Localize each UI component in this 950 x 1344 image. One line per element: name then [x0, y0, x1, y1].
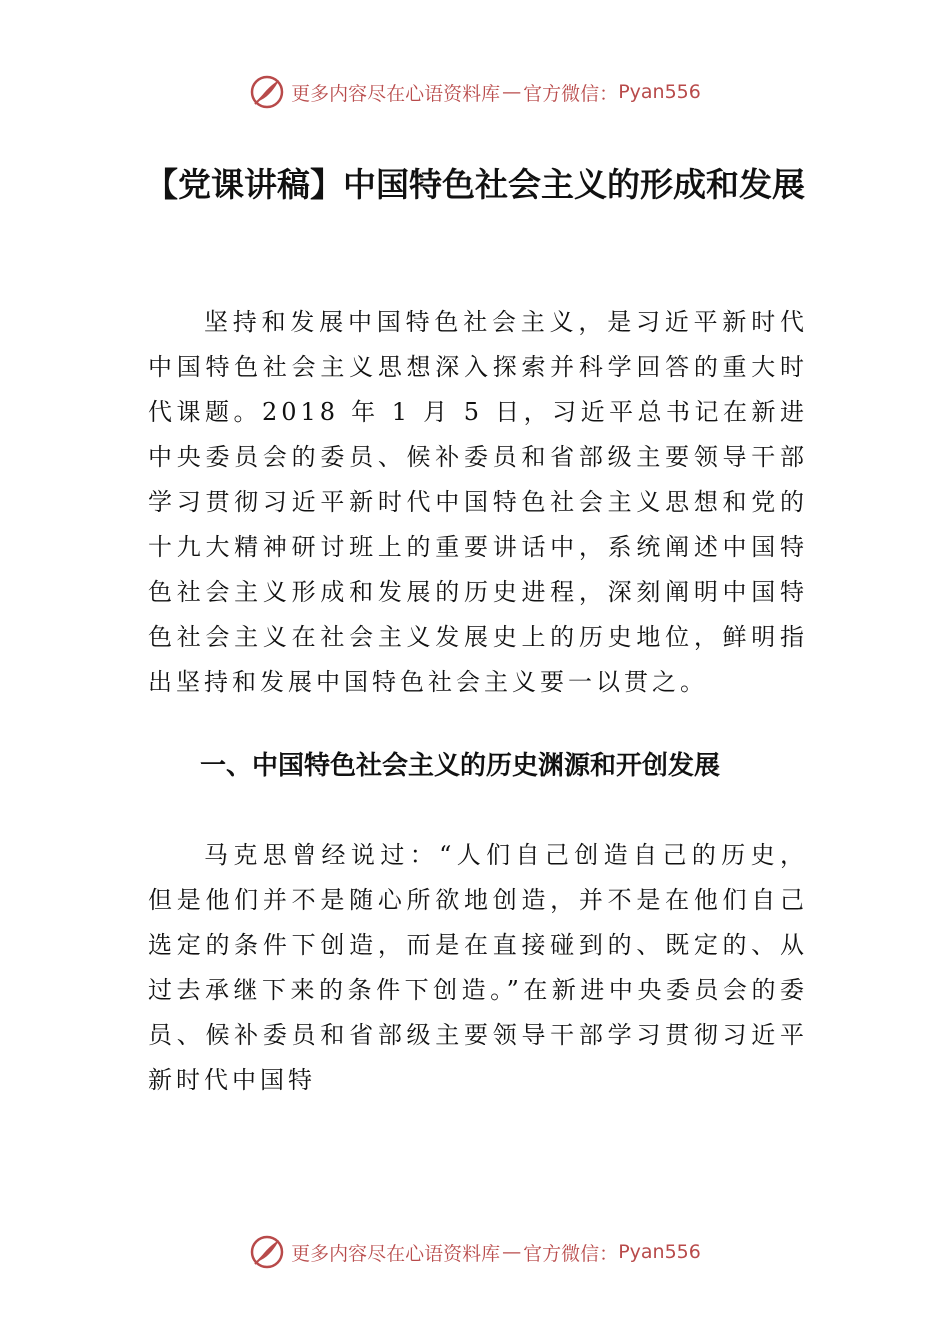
- body-paragraph-2: 马克思曾经说过：“人们自己创造自己的历史，但是他们并不是随心所欲地创造，并不是在他们自己选定的条件下创造，而是在直接碰到的、既定的、从过去承继下来的条件下创造。”在新进中央委员会的委员、候补委员和省部级主要领导干部学习贯彻习近平新时代中国特: [148, 841, 808, 1094]
- footer-wechat-label: 官方微信：: [523, 1242, 619, 1265]
- header-separator: —: [502, 81, 522, 103]
- section-heading: 一、中国特色社会主义的历史渊源和开创发展: [200, 751, 721, 781]
- document-title: 【党课讲稿】中国特色社会主义的形成和发展: [145, 165, 805, 204]
- header-watermark: [0, 72, 950, 112]
- header-wechat-label: 官方微信：: [523, 82, 619, 105]
- body-paragraph-1: 坚持和发展中国特色社会主义，是习近平新时代中国特色社会主义思想深入探索并科学回答的重大时代课题。2018 年 1 月 5 日，习近平总书记在新进中央委员会的委员、候补委员和省部级主要领导干部学习贯彻习近平新时代中国特色社会主义思想和党的十九大精神研讨班上的重要讲话中，系统阐述中国特色社会主义形成和发展的历史进程，深刻阐明中国特色社会主义在社会主义发展史上的历史地位，鲜明指出坚持和发展中国特色社会主义要一以贯之。: [148, 308, 808, 696]
- footer-site-text: 更多内容尽在心语资料库: [291, 1242, 501, 1265]
- header-site-text: 更多内容尽在心语资料库: [291, 82, 501, 105]
- feather-logo-icon: [249, 1234, 285, 1270]
- feather-logo-icon: [249, 74, 285, 110]
- footer-wechat-id: Pyan556: [618, 1241, 701, 1263]
- footer-separator: —: [502, 1241, 522, 1263]
- footer-watermark: [0, 1232, 950, 1272]
- header-wechat-id: Pyan556: [618, 81, 701, 103]
